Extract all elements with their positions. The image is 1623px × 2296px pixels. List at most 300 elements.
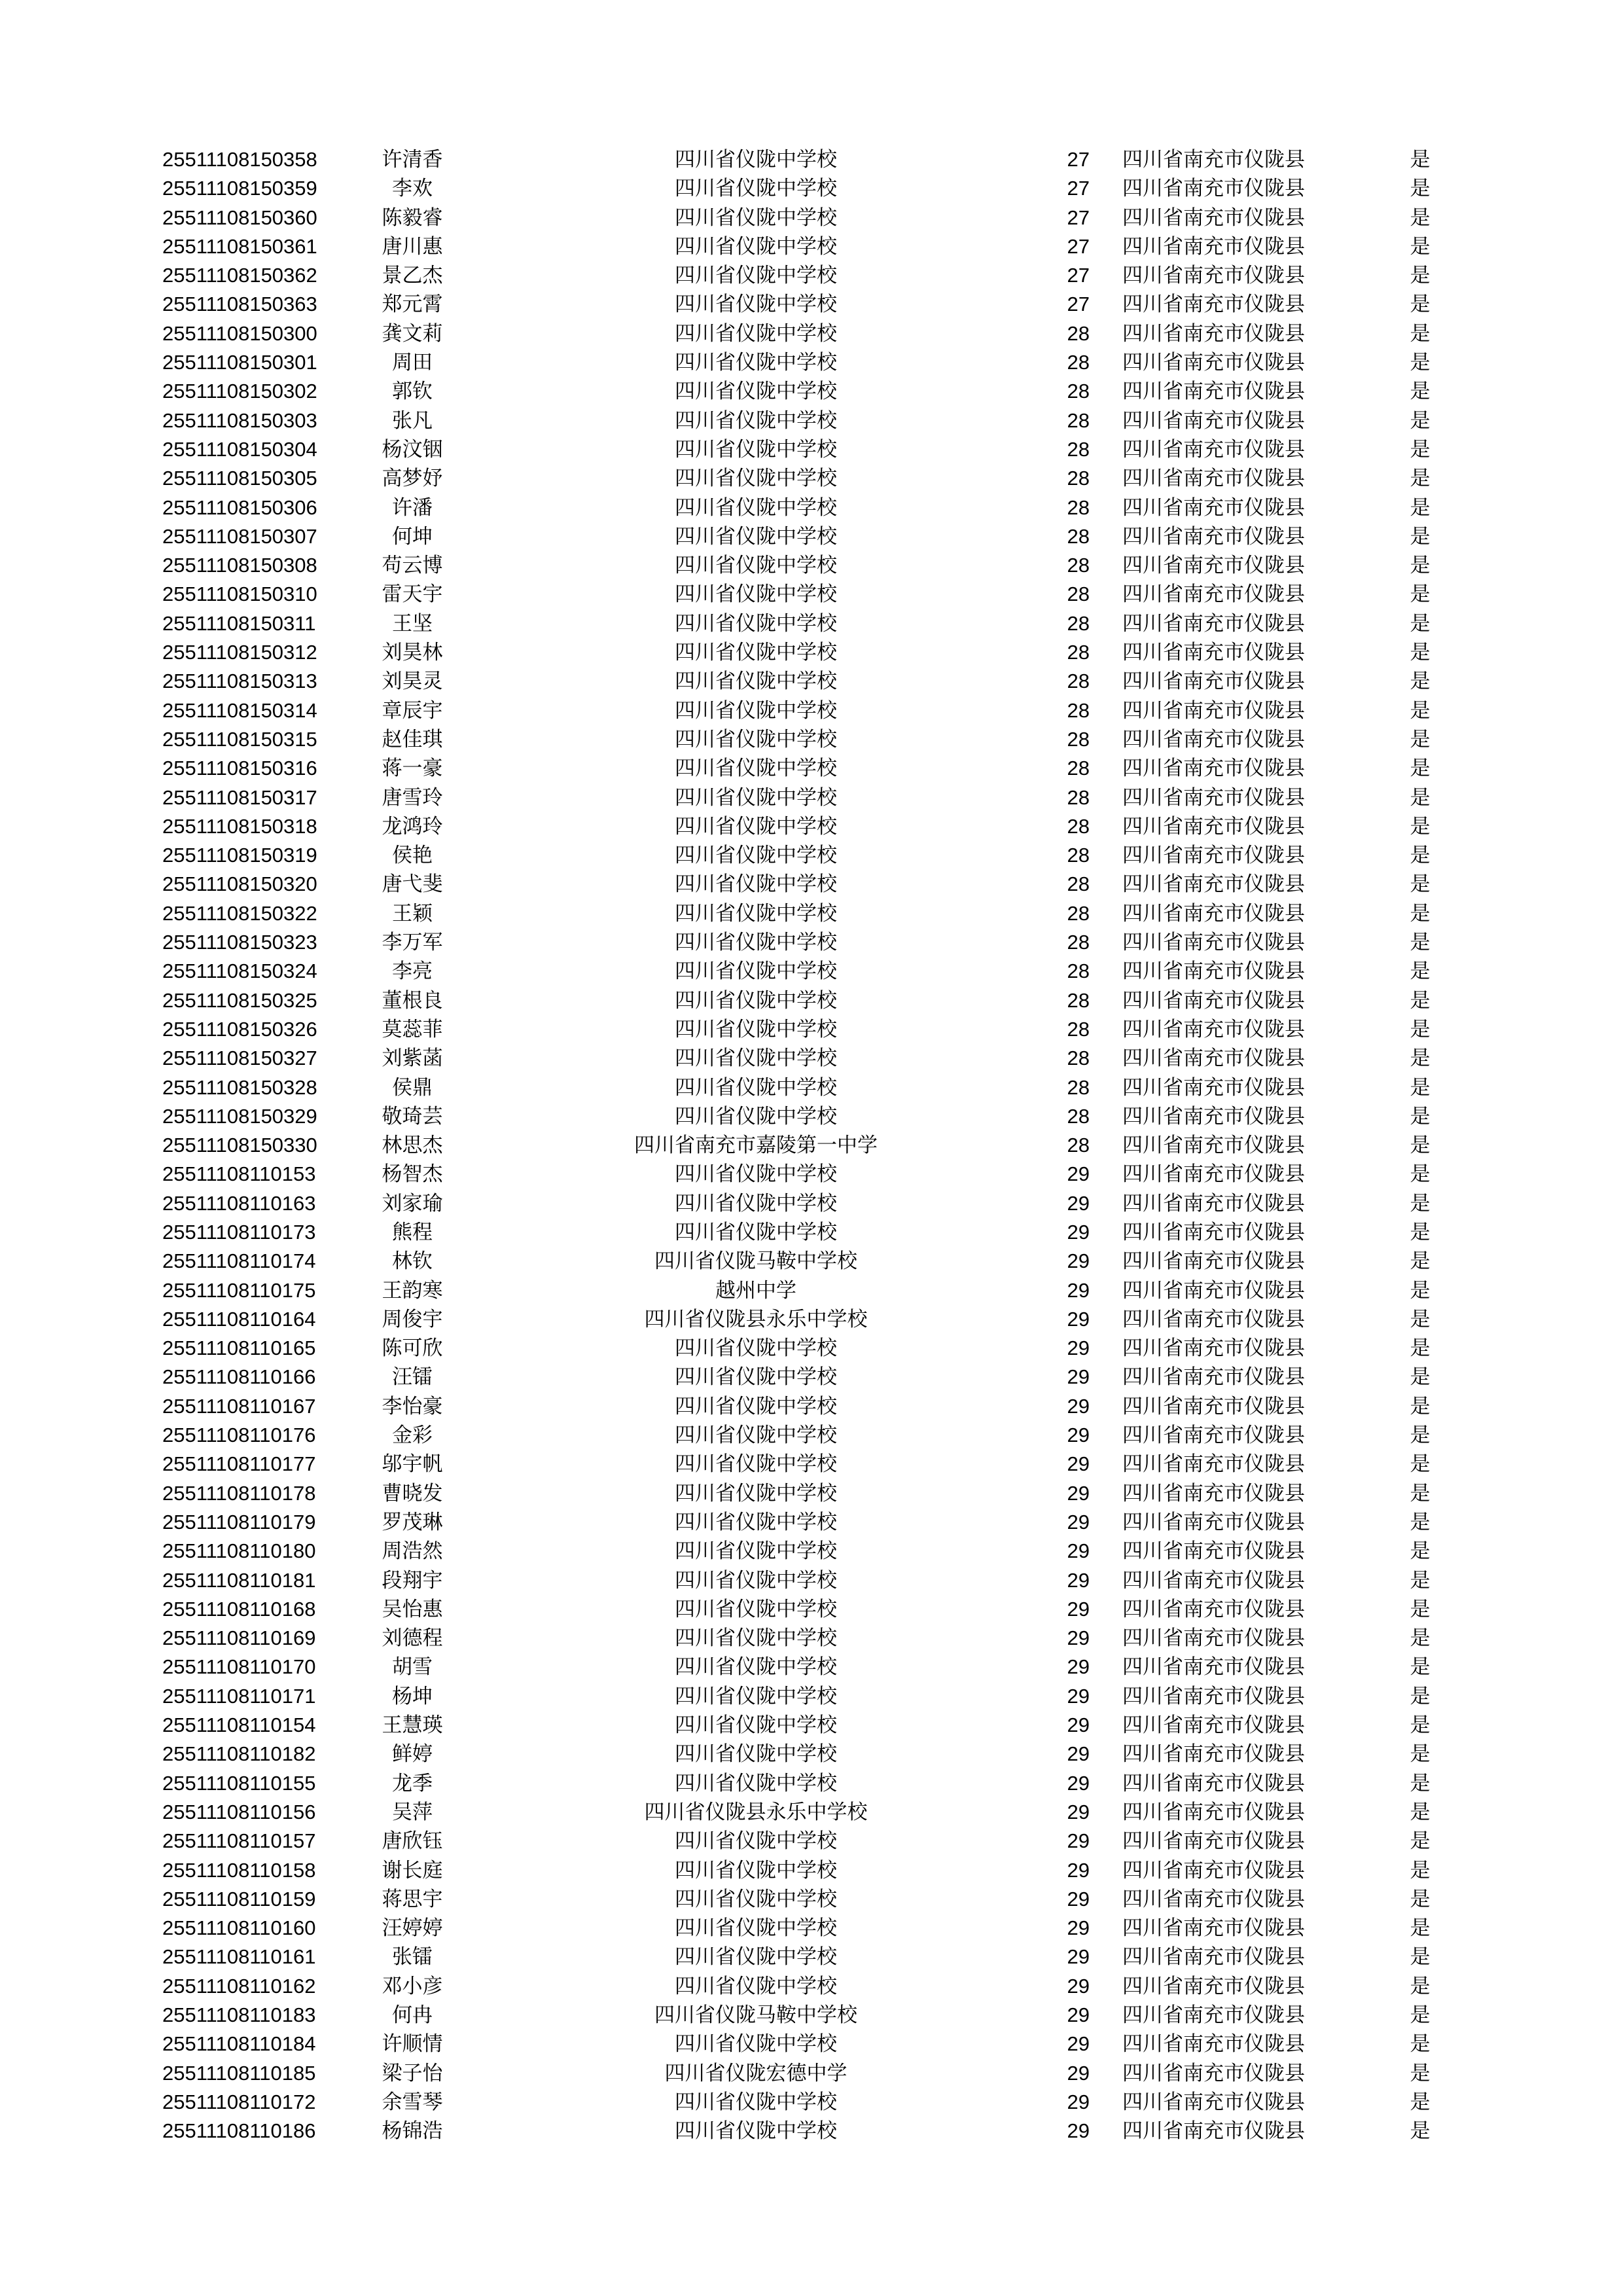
eligibility-cell: 是 bbox=[1410, 177, 1431, 201]
student-name-cell: 龙季 bbox=[392, 1771, 433, 1795]
school-cell: 四川省仪陇中学校 bbox=[675, 234, 837, 259]
eligibility-cell: 是 bbox=[1410, 1220, 1431, 1244]
student-name-cell: 张凡 bbox=[392, 408, 433, 433]
eligibility-cell: 是 bbox=[1410, 901, 1431, 925]
score-cell: 29 bbox=[1067, 1220, 1090, 1244]
student-name-cell: 梁子怡 bbox=[382, 2061, 443, 2085]
eligibility-cell: 是 bbox=[1410, 1742, 1431, 1767]
eligibility-cell: 是 bbox=[1410, 495, 1431, 520]
region-cell: 四川省南充市仪陇县 bbox=[1122, 1104, 1305, 1128]
exam-number-cell: 25511108150319 bbox=[162, 844, 317, 867]
score-cell: 29 bbox=[1067, 1336, 1090, 1360]
exam-number-cell: 25511108150306 bbox=[162, 495, 317, 519]
eligibility-cell: 是 bbox=[1410, 1510, 1431, 1534]
student-name-cell: 刘紫菡 bbox=[382, 1047, 443, 1071]
exam-number-cell: 25511108150325 bbox=[162, 988, 317, 1012]
table-row bbox=[0, 1363, 1623, 1391]
exam-number-cell: 25511108110176 bbox=[162, 1424, 316, 1447]
score-cell: 29 bbox=[1067, 1655, 1090, 1679]
score-cell: 29 bbox=[1067, 1771, 1090, 1795]
exam-number-cell: 25511108110170 bbox=[162, 1655, 316, 1679]
region-cell: 四川省南充市仪陇县 bbox=[1122, 1829, 1305, 1854]
exam-number-cell: 25511108150362 bbox=[162, 264, 317, 287]
table-row bbox=[0, 1856, 1623, 1885]
region-cell: 四川省南充市仪陇县 bbox=[1122, 1916, 1305, 1941]
exam-number-cell: 25511108150316 bbox=[162, 757, 317, 780]
student-name-cell: 刘家瑜 bbox=[382, 1191, 443, 1215]
table-row bbox=[0, 2088, 1623, 2117]
school-cell: 四川省仪陇中学校 bbox=[675, 757, 837, 781]
score-cell: 28 bbox=[1067, 611, 1090, 635]
score-cell: 29 bbox=[1067, 1800, 1090, 1823]
region-cell: 四川省南充市仪陇县 bbox=[1122, 641, 1305, 665]
exam-number-cell: 25511108110161 bbox=[162, 1945, 316, 1969]
exam-number-cell: 25511108150314 bbox=[162, 698, 317, 722]
score-cell: 28 bbox=[1067, 554, 1090, 577]
table-row bbox=[0, 638, 1623, 667]
eligibility-cell: 是 bbox=[1410, 727, 1431, 751]
region-cell: 四川省南充市仪陇县 bbox=[1122, 554, 1305, 578]
region-cell: 四川省南充市仪陇县 bbox=[1122, 351, 1305, 375]
eligibility-cell: 是 bbox=[1410, 1047, 1431, 1071]
eligibility-cell: 是 bbox=[1410, 524, 1431, 548]
score-cell: 29 bbox=[1067, 1510, 1090, 1534]
eligibility-cell: 是 bbox=[1410, 583, 1431, 607]
score-cell: 29 bbox=[1067, 1249, 1090, 1273]
exam-number-cell: 25511108110175 bbox=[162, 1278, 316, 1302]
school-cell: 四川省仪陇中学校 bbox=[675, 698, 837, 723]
exam-number-cell: 25511108150328 bbox=[162, 1075, 317, 1099]
score-cell: 27 bbox=[1067, 148, 1090, 171]
region-cell: 四川省南充市仪陇县 bbox=[1122, 1307, 1305, 1331]
score-cell: 28 bbox=[1067, 351, 1090, 374]
school-cell: 四川省仪陇中学校 bbox=[675, 1365, 837, 1390]
student-name-cell: 唐欣钰 bbox=[382, 1829, 443, 1854]
exam-number-cell: 25511108110166 bbox=[162, 1365, 316, 1389]
score-cell: 28 bbox=[1067, 960, 1090, 983]
region-cell: 四川省南充市仪陇县 bbox=[1122, 1481, 1305, 1505]
student-name-cell: 段翔宇 bbox=[382, 1568, 443, 1592]
region-cell: 四川省南充市仪陇县 bbox=[1122, 988, 1305, 1013]
eligibility-cell: 是 bbox=[1410, 872, 1431, 897]
table-row bbox=[0, 2030, 1623, 2058]
table-row bbox=[0, 696, 1623, 725]
student-name-cell: 汪婷婷 bbox=[382, 1916, 443, 1941]
school-cell: 四川省仪陇中学校 bbox=[675, 1829, 837, 1854]
region-cell: 四川省南充市仪陇县 bbox=[1122, 1191, 1305, 1215]
school-cell: 四川省仪陇中学校 bbox=[675, 844, 837, 868]
school-cell: 四川省仪陇宏德中学 bbox=[664, 2061, 847, 2085]
school-cell: 四川省仪陇中学校 bbox=[675, 351, 837, 375]
student-name-cell: 王慧瑛 bbox=[382, 1713, 443, 1738]
school-cell: 四川省仪陇中学校 bbox=[675, 1162, 837, 1187]
region-cell: 四川省南充市仪陇县 bbox=[1122, 1568, 1305, 1592]
school-cell: 四川省仪陇中学校 bbox=[675, 1626, 837, 1651]
student-name-cell: 周俊宇 bbox=[382, 1307, 443, 1331]
student-name-cell: 王韵寒 bbox=[382, 1278, 443, 1302]
region-cell: 四川省南充市仪陇县 bbox=[1122, 2061, 1305, 2085]
exam-number-cell: 25511108110159 bbox=[162, 1887, 316, 1910]
score-cell: 28 bbox=[1067, 583, 1090, 606]
school-cell: 四川省仪陇中学校 bbox=[675, 1539, 837, 1564]
table-row bbox=[0, 204, 1623, 232]
eligibility-cell: 是 bbox=[1410, 814, 1431, 838]
score-cell: 28 bbox=[1067, 524, 1090, 548]
eligibility-cell: 是 bbox=[1410, 785, 1431, 810]
score-cell: 29 bbox=[1067, 2032, 1090, 2056]
exam-number-cell: 25511108110160 bbox=[162, 1916, 316, 1940]
eligibility-cell: 是 bbox=[1410, 960, 1431, 984]
student-name-cell: 刘昊灵 bbox=[382, 670, 443, 694]
school-cell: 四川省仪陇中学校 bbox=[675, 2119, 837, 2144]
region-cell: 四川省南充市仪陇县 bbox=[1122, 1510, 1305, 1534]
table-row bbox=[0, 986, 1623, 1015]
school-cell: 四川省仪陇中学校 bbox=[675, 206, 837, 230]
school-cell: 四川省仪陇中学校 bbox=[675, 727, 837, 751]
score-cell: 27 bbox=[1067, 177, 1090, 200]
eligibility-cell: 是 bbox=[1410, 264, 1431, 288]
score-cell: 29 bbox=[1067, 1626, 1090, 1650]
table-row bbox=[0, 1044, 1623, 1073]
eligibility-cell: 是 bbox=[1410, 1424, 1431, 1448]
table-row bbox=[0, 580, 1623, 609]
exam-number-cell: 25511108150310 bbox=[162, 583, 317, 606]
exam-number-cell: 25511108150322 bbox=[162, 901, 317, 925]
score-cell: 28 bbox=[1067, 785, 1090, 809]
region-cell: 四川省南充市仪陇县 bbox=[1122, 1424, 1305, 1448]
student-name-cell: 刘德程 bbox=[382, 1626, 443, 1651]
school-cell: 四川省仪陇中学校 bbox=[675, 1655, 837, 1679]
score-cell: 28 bbox=[1067, 1134, 1090, 1157]
table-row bbox=[0, 145, 1623, 174]
region-cell: 四川省南充市仪陇县 bbox=[1122, 1597, 1305, 1621]
school-cell: 四川省仪陇中学校 bbox=[675, 901, 837, 925]
table-row bbox=[0, 1218, 1623, 1247]
score-cell: 29 bbox=[1067, 1307, 1090, 1331]
table-row bbox=[0, 551, 1623, 580]
school-cell: 四川省仪陇中学校 bbox=[675, 467, 837, 491]
eligibility-cell: 是 bbox=[1410, 2061, 1431, 2085]
school-cell: 四川省仪陇中学校 bbox=[675, 1510, 837, 1534]
student-name-cell: 杨坤 bbox=[392, 1684, 433, 1708]
score-cell: 27 bbox=[1067, 264, 1090, 287]
student-name-cell: 周田 bbox=[392, 351, 433, 375]
score-cell: 28 bbox=[1067, 901, 1090, 925]
table-row bbox=[0, 1682, 1623, 1711]
region-cell: 四川省南充市仪陇县 bbox=[1122, 1887, 1305, 1911]
student-name-cell: 周浩然 bbox=[382, 1539, 443, 1564]
table-row bbox=[0, 261, 1623, 290]
school-cell: 四川省仪陇中学校 bbox=[675, 1394, 837, 1418]
exam-number-cell: 25511108110162 bbox=[162, 1974, 316, 1998]
exam-number-cell: 25511108110168 bbox=[162, 1597, 316, 1621]
eligibility-cell: 是 bbox=[1410, 1916, 1431, 1941]
student-name-cell: 李万军 bbox=[382, 931, 443, 955]
student-name-cell: 杨智杰 bbox=[382, 1162, 443, 1187]
eligibility-cell: 是 bbox=[1410, 1336, 1431, 1361]
table-row bbox=[0, 754, 1623, 783]
exam-number-cell: 25511108150361 bbox=[162, 234, 317, 258]
school-cell: 四川省仪陇马鞍中学校 bbox=[654, 1249, 857, 1274]
eligibility-cell: 是 bbox=[1410, 1655, 1431, 1679]
region-cell: 四川省南充市仪陇县 bbox=[1122, 2090, 1305, 2114]
table-row bbox=[0, 174, 1623, 203]
score-cell: 28 bbox=[1067, 814, 1090, 838]
student-name-cell: 吴萍 bbox=[392, 1800, 433, 1824]
school-cell: 四川省仪陇中学校 bbox=[675, 1945, 837, 1969]
region-cell: 四川省南充市仪陇县 bbox=[1122, 1249, 1305, 1274]
exam-number-cell: 25511108150300 bbox=[162, 321, 317, 345]
school-cell: 四川省仪陇中学校 bbox=[675, 1220, 837, 1244]
table-row bbox=[0, 1015, 1623, 1044]
score-cell: 29 bbox=[1067, 1452, 1090, 1476]
exam-number-cell: 25511108110174 bbox=[162, 1249, 316, 1273]
student-name-cell: 曹晓发 bbox=[382, 1481, 443, 1505]
table-row bbox=[0, 1189, 1623, 1218]
table-row bbox=[0, 493, 1623, 522]
school-cell: 四川省仪陇中学校 bbox=[675, 785, 837, 810]
student-name-cell: 章辰宇 bbox=[382, 698, 443, 723]
school-cell: 四川省仪陇中学校 bbox=[675, 1424, 837, 1448]
region-cell: 四川省南充市仪陇县 bbox=[1122, 1162, 1305, 1187]
school-cell: 四川省仪陇中学校 bbox=[675, 1713, 837, 1738]
table-row bbox=[0, 667, 1623, 696]
student-name-cell: 金彩 bbox=[392, 1424, 433, 1448]
region-cell: 四川省南充市仪陇县 bbox=[1122, 148, 1305, 171]
table-row bbox=[0, 1711, 1623, 1740]
student-name-cell: 刘昊林 bbox=[382, 641, 443, 665]
table-row bbox=[0, 1479, 1623, 1508]
exam-number-cell: 25511108110182 bbox=[162, 1742, 316, 1766]
table-row bbox=[0, 1972, 1623, 2001]
school-cell: 四川省仪陇中学校 bbox=[675, 1336, 837, 1361]
score-cell: 29 bbox=[1067, 2003, 1090, 2026]
score-cell: 29 bbox=[1067, 2061, 1090, 2085]
school-cell: 四川省仪陇中学校 bbox=[675, 293, 837, 317]
school-cell: 四川省仪陇中学校 bbox=[675, 1597, 837, 1621]
eligibility-cell: 是 bbox=[1410, 1568, 1431, 1592]
table-row bbox=[0, 783, 1623, 812]
region-cell: 四川省南充市仪陇县 bbox=[1122, 1220, 1305, 1244]
school-cell: 四川省仪陇中学校 bbox=[675, 2090, 837, 2114]
eligibility-cell: 是 bbox=[1410, 670, 1431, 694]
school-cell: 四川省仪陇中学校 bbox=[675, 1452, 837, 1477]
eligibility-cell: 是 bbox=[1410, 641, 1431, 665]
exam-number-cell: 25511108150315 bbox=[162, 727, 317, 751]
region-cell: 四川省南充市仪陇县 bbox=[1122, 234, 1305, 259]
student-name-cell: 蒋一豪 bbox=[382, 757, 443, 781]
table-row bbox=[0, 1450, 1623, 1479]
student-name-cell: 杨汶铟 bbox=[382, 437, 443, 461]
exam-number-cell: 25511108110177 bbox=[162, 1452, 316, 1476]
region-cell: 四川省南充市仪陇县 bbox=[1122, 2003, 1305, 2027]
student-name-cell: 张镭 bbox=[392, 1945, 433, 1969]
table-row bbox=[0, 1073, 1623, 1102]
eligibility-cell: 是 bbox=[1410, 1974, 1431, 1998]
region-cell: 四川省南充市仪陇县 bbox=[1122, 872, 1305, 897]
eligibility-cell: 是 bbox=[1410, 1365, 1431, 1390]
table-row bbox=[0, 464, 1623, 493]
score-cell: 28 bbox=[1067, 437, 1090, 461]
school-cell: 四川省仪陇中学校 bbox=[675, 177, 837, 201]
exam-number-cell: 25511108150312 bbox=[162, 641, 317, 664]
student-name-cell: 苟云博 bbox=[382, 554, 443, 578]
region-cell: 四川省南充市仪陇县 bbox=[1122, 264, 1305, 288]
region-cell: 四川省南充市仪陇县 bbox=[1122, 1336, 1305, 1361]
score-cell: 29 bbox=[1067, 1568, 1090, 1592]
score-cell: 28 bbox=[1067, 757, 1090, 780]
table-row bbox=[0, 1914, 1623, 1943]
exam-number-cell: 25511108110153 bbox=[162, 1162, 316, 1186]
table-row bbox=[0, 1595, 1623, 1624]
exam-number-cell: 25511108150359 bbox=[162, 177, 317, 200]
exam-number-cell: 25511108150303 bbox=[162, 408, 317, 432]
exam-number-cell: 25511108110157 bbox=[162, 1829, 316, 1853]
region-cell: 四川省南充市仪陇县 bbox=[1122, 1278, 1305, 1302]
region-cell: 四川省南充市仪陇县 bbox=[1122, 1047, 1305, 1071]
school-cell: 四川省仪陇中学校 bbox=[675, 1191, 837, 1215]
table-row bbox=[0, 1798, 1623, 1827]
exam-number-cell: 25511108150326 bbox=[162, 1017, 317, 1041]
score-cell: 29 bbox=[1067, 1394, 1090, 1418]
table-row bbox=[0, 1827, 1623, 1856]
eligibility-cell: 是 bbox=[1410, 1307, 1431, 1331]
region-cell: 四川省南充市仪陇县 bbox=[1122, 293, 1305, 317]
school-cell: 四川省仪陇中学校 bbox=[675, 670, 837, 694]
student-name-cell: 高梦妤 bbox=[382, 467, 443, 491]
student-name-cell: 莫蕊菲 bbox=[382, 1017, 443, 1041]
score-cell: 28 bbox=[1067, 408, 1090, 432]
score-cell: 27 bbox=[1067, 234, 1090, 258]
eligibility-cell: 是 bbox=[1410, 554, 1431, 578]
exam-number-cell: 25511108150330 bbox=[162, 1134, 317, 1157]
student-name-cell: 谢长庭 bbox=[382, 1858, 443, 1882]
table-row bbox=[0, 2117, 1623, 2145]
eligibility-cell: 是 bbox=[1410, 437, 1431, 461]
student-name-cell: 唐川惠 bbox=[382, 234, 443, 259]
score-cell: 28 bbox=[1067, 495, 1090, 519]
score-cell: 28 bbox=[1067, 872, 1090, 896]
eligibility-cell: 是 bbox=[1410, 380, 1431, 404]
exam-number-cell: 25511108110167 bbox=[162, 1394, 316, 1418]
student-name-cell: 王坚 bbox=[392, 611, 433, 636]
exam-number-cell: 25511108110179 bbox=[162, 1510, 316, 1534]
exam-number-cell: 25511108110184 bbox=[162, 2032, 316, 2056]
table-row bbox=[0, 841, 1623, 870]
eligibility-cell: 是 bbox=[1410, 1626, 1431, 1651]
school-cell: 四川省仪陇中学校 bbox=[675, 1858, 837, 1882]
eligibility-cell: 是 bbox=[1410, 1945, 1431, 1969]
region-cell: 四川省南充市仪陇县 bbox=[1122, 931, 1305, 955]
table-row bbox=[0, 957, 1623, 986]
school-cell: 四川省仪陇中学校 bbox=[675, 872, 837, 897]
exam-number-cell: 25511108150329 bbox=[162, 1104, 317, 1128]
region-cell: 四川省南充市仪陇县 bbox=[1122, 2119, 1305, 2144]
student-name-cell: 唐雪玲 bbox=[382, 785, 443, 810]
table-row bbox=[0, 348, 1623, 377]
score-cell: 28 bbox=[1067, 698, 1090, 722]
region-cell: 四川省南充市仪陇县 bbox=[1122, 1075, 1305, 1100]
table-row bbox=[0, 1769, 1623, 1798]
region-cell: 四川省南充市仪陇县 bbox=[1122, 495, 1305, 520]
table-row bbox=[0, 1537, 1623, 1566]
table-row bbox=[0, 290, 1623, 319]
table-row bbox=[0, 725, 1623, 754]
eligibility-cell: 是 bbox=[1410, 2032, 1431, 2056]
region-cell: 四川省南充市仪陇县 bbox=[1122, 1684, 1305, 1708]
exam-number-cell: 25511108150313 bbox=[162, 670, 317, 693]
roster-table bbox=[0, 145, 1623, 2145]
region-cell: 四川省南充市仪陇县 bbox=[1122, 437, 1305, 461]
exam-number-cell: 25511108110185 bbox=[162, 2061, 316, 2085]
eligibility-cell: 是 bbox=[1410, 206, 1431, 230]
region-cell: 四川省南充市仪陇县 bbox=[1122, 206, 1305, 230]
eligibility-cell: 是 bbox=[1410, 931, 1431, 955]
student-name-cell: 唐弋斐 bbox=[382, 872, 443, 897]
exam-number-cell: 25511108110169 bbox=[162, 1626, 316, 1650]
eligibility-cell: 是 bbox=[1410, 293, 1431, 317]
region-cell: 四川省南充市仪陇县 bbox=[1122, 901, 1305, 925]
region-cell: 四川省南充市仪陇县 bbox=[1122, 1134, 1305, 1158]
exam-number-cell: 25511108110165 bbox=[162, 1336, 316, 1360]
table-row bbox=[0, 377, 1623, 406]
exam-number-cell: 25511108110154 bbox=[162, 1713, 316, 1737]
student-name-cell: 余雪琴 bbox=[382, 2090, 443, 2114]
student-name-cell: 王颖 bbox=[392, 901, 433, 925]
school-cell: 越州中学 bbox=[715, 1278, 796, 1302]
school-cell: 四川省仪陇中学校 bbox=[675, 641, 837, 665]
school-cell: 四川省仪陇中学校 bbox=[675, 2032, 837, 2056]
score-cell: 29 bbox=[1067, 1684, 1090, 1708]
exam-number-cell: 25511108110173 bbox=[162, 1220, 316, 1244]
score-cell: 29 bbox=[1067, 1365, 1090, 1389]
school-cell: 四川省仪陇中学校 bbox=[675, 931, 837, 955]
region-cell: 四川省南充市仪陇县 bbox=[1122, 583, 1305, 607]
eligibility-cell: 是 bbox=[1410, 1800, 1431, 1824]
student-name-cell: 李怡豪 bbox=[382, 1394, 443, 1418]
school-cell: 四川省仪陇中学校 bbox=[675, 148, 837, 171]
eligibility-cell: 是 bbox=[1410, 408, 1431, 433]
score-cell: 29 bbox=[1067, 2119, 1090, 2143]
student-name-cell: 景乙杰 bbox=[382, 264, 443, 288]
student-name-cell: 侯艳 bbox=[392, 844, 433, 868]
table-row bbox=[0, 870, 1623, 899]
school-cell: 四川省仪陇中学校 bbox=[675, 1742, 837, 1767]
table-row bbox=[0, 1102, 1623, 1131]
student-name-cell: 罗茂琳 bbox=[382, 1510, 443, 1534]
region-cell: 四川省南充市仪陇县 bbox=[1122, 757, 1305, 781]
region-cell: 四川省南充市仪陇县 bbox=[1122, 960, 1305, 984]
school-cell: 四川省南充市嘉陵第一中学 bbox=[634, 1134, 878, 1158]
student-name-cell: 邓小彦 bbox=[382, 1974, 443, 1998]
school-cell: 四川省仪陇中学校 bbox=[675, 814, 837, 838]
exam-number-cell: 25511108110158 bbox=[162, 1858, 316, 1882]
eligibility-cell: 是 bbox=[1410, 2003, 1431, 2027]
eligibility-cell: 是 bbox=[1410, 351, 1431, 375]
score-cell: 29 bbox=[1067, 1713, 1090, 1737]
school-cell: 四川省仪陇中学校 bbox=[675, 408, 837, 433]
score-cell: 29 bbox=[1067, 1481, 1090, 1505]
student-name-cell: 蒋思宇 bbox=[382, 1887, 443, 1911]
student-name-cell: 许潘 bbox=[392, 495, 433, 520]
eligibility-cell: 是 bbox=[1410, 1134, 1431, 1158]
score-cell: 28 bbox=[1067, 931, 1090, 954]
student-name-cell: 董根良 bbox=[382, 988, 443, 1013]
exam-number-cell: 25511108150360 bbox=[162, 206, 317, 229]
table-row bbox=[0, 812, 1623, 841]
score-cell: 28 bbox=[1067, 844, 1090, 867]
score-cell: 29 bbox=[1067, 1916, 1090, 1940]
